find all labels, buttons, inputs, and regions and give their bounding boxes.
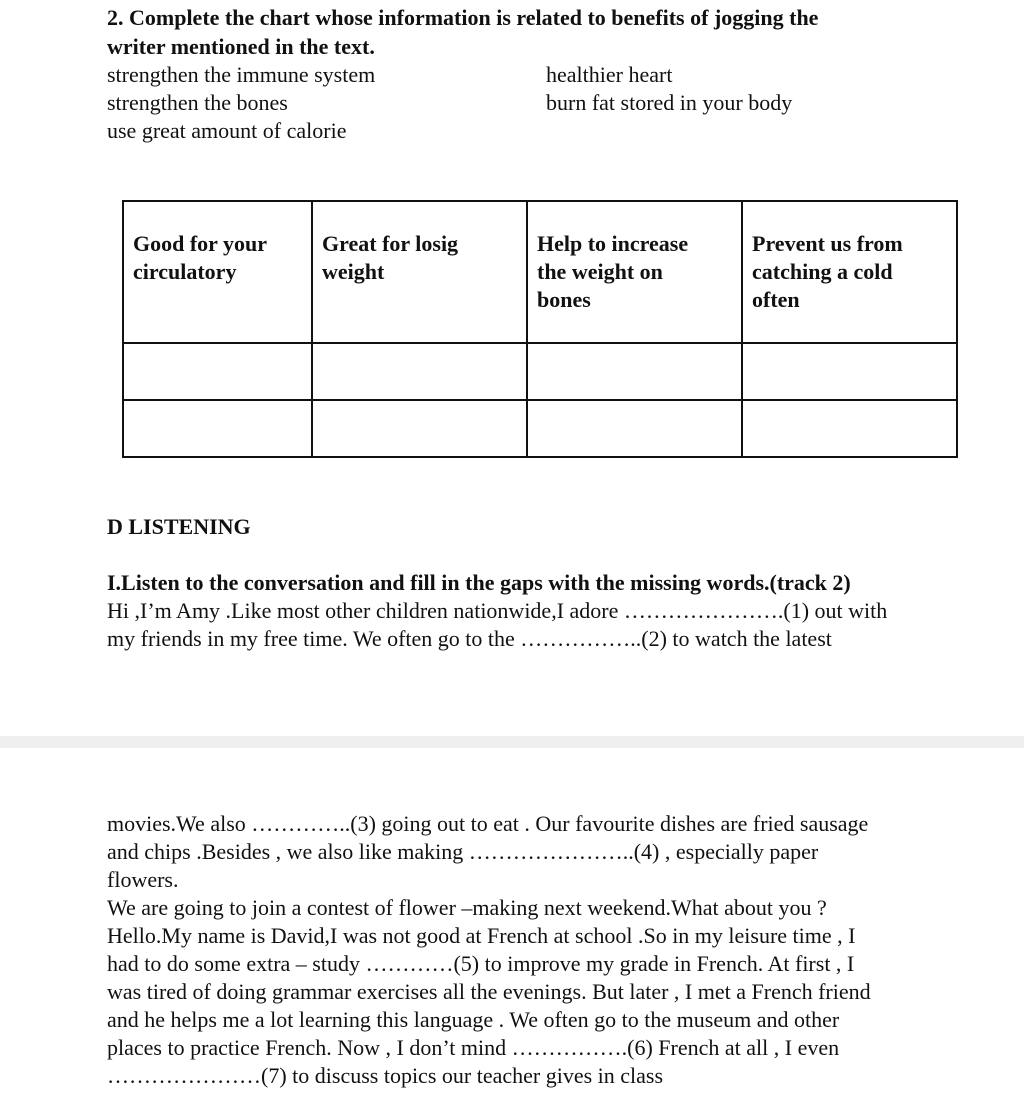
table-row (123, 400, 957, 457)
passage-line: movies.We also …………..(3) going out to eat . Our favourite dishes are fried sausage (107, 811, 869, 836)
passage-line: and he helps me a lot learning this language . We often go to the museum and other (107, 1007, 840, 1032)
header-text: Good for your (133, 231, 268, 256)
document-page-2 (0, 748, 1024, 1107)
passage-line: places to practice French. Now , I don’t mind …………….(6) French at all , I even (107, 1035, 840, 1060)
header-text: bones (537, 287, 591, 312)
header-text: Great for losig (322, 231, 459, 256)
passage-line: Hello.My name is David,I was not good at French at school .So in my leisure time , I (107, 923, 856, 948)
header-text: Help to increase (537, 231, 689, 256)
passage-line: had to do some extra – study …………(5) to improve my grade in French. At first , I (107, 951, 855, 976)
answer-cell (527, 343, 742, 400)
exercise-title-line-1: 2. Complete the chart whose information is related to benefits of jogging the (107, 5, 819, 30)
option-item: burn fat stored in your body (546, 90, 793, 115)
header-cell-bones (527, 201, 742, 343)
passage-line: my friends in my free time. We often go to the ……………..(2) to watch the latest (107, 626, 832, 651)
answer-cell (312, 343, 527, 400)
answer-cell (123, 343, 312, 400)
table-header-row (123, 201, 957, 343)
answer-cell (742, 400, 957, 457)
answer-cell (742, 343, 957, 400)
passage-line: flowers. (107, 867, 179, 892)
header-cell-weight (312, 201, 527, 343)
passage-line: and chips .Besides , we also like making …………………..(4) , especially paper (107, 839, 819, 864)
benefits-chart-table (122, 200, 958, 458)
header-text: Prevent us from (752, 231, 903, 256)
header-cell-circulatory (123, 201, 312, 343)
answer-cell (123, 400, 312, 457)
option-item: healthier heart (546, 62, 673, 87)
passage-line: Hi ,I’m Amy .Like most other children nationwide,I adore ………………….(1) out with (107, 598, 888, 623)
header-text: often (752, 287, 800, 312)
section-title: D LISTENING (107, 514, 251, 539)
header-cell-cold (742, 201, 957, 343)
option-item: use great amount of calorie (107, 118, 347, 143)
passage-line: was tired of doing grammar exercises all the evenings. But later , I met a French friend (107, 979, 871, 1004)
header-text: the weight on (537, 259, 663, 284)
passage-line: We are going to join a contest of flower –making next weekend.What about you ? (107, 895, 827, 920)
header-text: circulatory (133, 259, 237, 284)
table-row (123, 343, 957, 400)
option-item: strengthen the immune system (107, 62, 376, 87)
answer-cell (527, 400, 742, 457)
passage-line: …………………(7) to discuss topics our teacher gives in class (107, 1063, 664, 1088)
header-text: catching a cold (752, 259, 893, 284)
header-text: weight (322, 259, 385, 284)
exercise-title-line-2: writer mentioned in the text. (107, 34, 375, 59)
page-separator (0, 736, 1024, 748)
answer-cell (312, 400, 527, 457)
listening-instruction: I.Listen to the conversation and fill in the gaps with the missing words.(track 2) (107, 570, 851, 595)
option-item: strengthen the bones (107, 90, 288, 115)
